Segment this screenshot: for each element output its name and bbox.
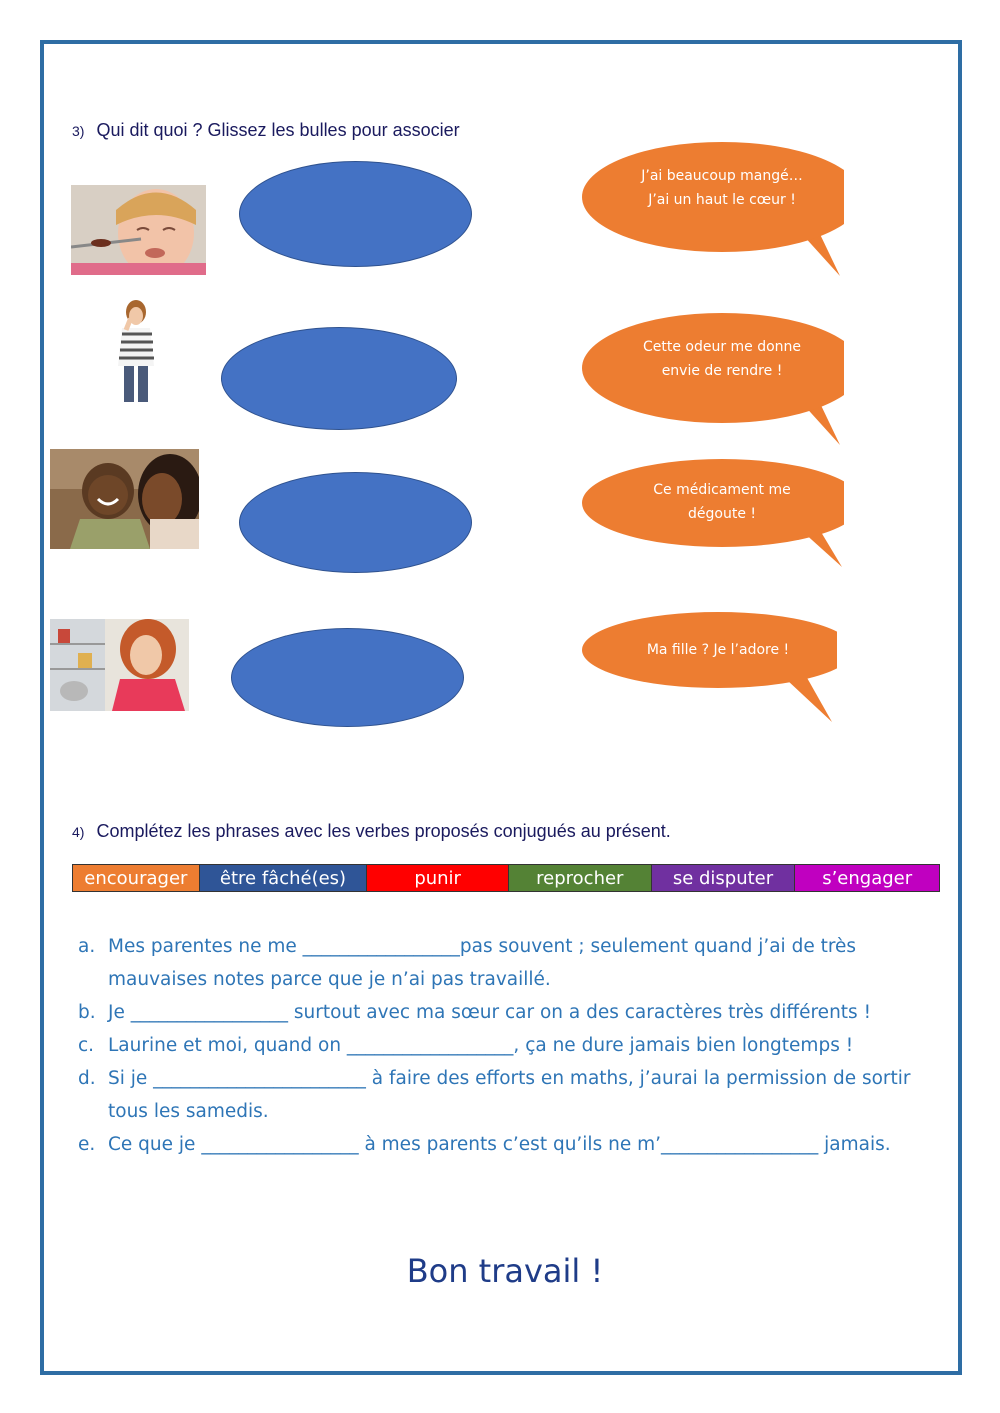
sentence-text: Si je _______________________ à faire des efforts en maths, j’aurai la permission de sortir tous les samedis. (108, 1068, 911, 1122)
photo-mother-hugging-baby (50, 449, 199, 549)
closing-message: Bon travail ! (406, 1252, 604, 1290)
verb-bank (72, 864, 940, 892)
speech-bubble-3[interactable] (582, 459, 844, 569)
speech-bubble-4[interactable] (582, 612, 837, 724)
section-3-number: 3) (72, 123, 85, 139)
verb-label: être fâché(es) (219, 868, 347, 889)
speech-bubble-3-line-1: Ce médicament me (653, 482, 791, 498)
verb-label: punir (414, 868, 461, 889)
verb-label: se disputer (672, 868, 774, 889)
sentence-text: Mes parentes ne me _________________pas souvent ; seulement quand j’ai de très mauvaises notes parce que je n’ai pas travaillé. (108, 936, 857, 990)
section-4-heading (72, 821, 671, 842)
section-3-heading (72, 120, 460, 141)
photo-girl-covering-nose (100, 298, 162, 406)
verb-label: s’engager (822, 868, 913, 889)
speech-bubble-1[interactable] (582, 142, 844, 276)
sentence-letter: e. (78, 1134, 96, 1155)
verb-punir[interactable] (367, 865, 509, 891)
sentence-list (78, 930, 948, 1161)
drop-target-1[interactable] (239, 161, 472, 267)
photo-child-tasting-medicine (71, 185, 206, 275)
sentence-letter: d. (78, 1068, 96, 1089)
section-4-number: 4) (72, 824, 85, 840)
sentence-text: Laurine et moi, quand on __________________, ça ne dure jamais bien longtemps ! (108, 1035, 854, 1056)
sentence-text: Ce que je _________________ à mes parents c’est qu’ils ne m’_________________ jamais. (108, 1134, 891, 1155)
sentence-b (78, 996, 948, 1029)
section-3-title: Qui dit quoi ? Glissez les bulles pour associer (96, 120, 460, 140)
sentence-a (78, 930, 948, 996)
sentence-d (78, 1062, 948, 1128)
verb-label: reprocher (536, 868, 624, 889)
sentence-e (78, 1128, 948, 1161)
verb-se-disputer[interactable] (652, 865, 796, 891)
drop-target-4[interactable] (231, 628, 464, 727)
speech-bubble-2[interactable] (582, 313, 844, 447)
speech-bubble-1-line-1: J’ai beaucoup mangé… (641, 168, 803, 184)
speech-bubble-4-line-1: Ma fille ? Je l’adore ! (646, 642, 790, 658)
verb-label: encourager (84, 868, 188, 889)
verb-reprocher[interactable] (509, 865, 652, 891)
section-4-title: Complétez les phrases avec les verbes proposés conjugués au présent. (96, 821, 671, 841)
verb-s-engager[interactable] (795, 865, 939, 891)
photo-woman-at-fridge (50, 619, 189, 711)
speech-bubble-3-line-2: dégoute ! (688, 506, 756, 522)
sentence-c (78, 1029, 948, 1062)
speech-bubble-2-line-1: Cette odeur me donne (642, 339, 802, 355)
sentence-letter: b. (78, 1002, 96, 1023)
sentence-letter: c. (78, 1035, 95, 1056)
verb-etre-fache[interactable] (200, 865, 368, 891)
speech-bubble-2-line-2: envie de rendre ! (661, 363, 783, 379)
drop-target-2[interactable] (221, 327, 457, 430)
sentence-text: Je _________________ surtout avec ma sœur car on a des caractères très différents ! (108, 1002, 871, 1023)
drop-target-3[interactable] (239, 472, 472, 573)
sentence-letter: a. (78, 936, 96, 957)
verb-encourager[interactable] (73, 865, 200, 891)
speech-bubble-1-line-2: J’ai un haut le cœur ! (648, 192, 796, 208)
